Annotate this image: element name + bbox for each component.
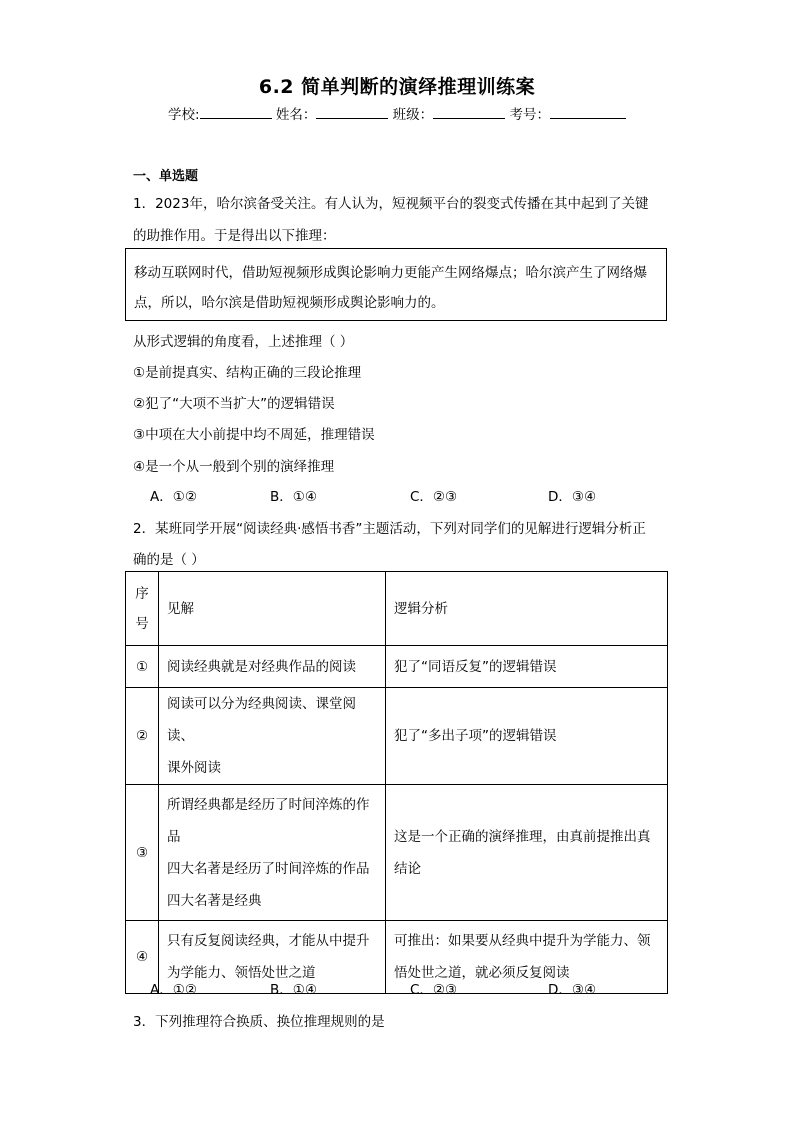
- q2-option-c[interactable]: C．②③: [410, 982, 458, 998]
- exam-number-label: 考号：: [509, 107, 550, 123]
- q2-option-a[interactable]: A．①②: [150, 982, 197, 998]
- q1-item-4: ④是一个从一般到个别的演绎推理: [133, 459, 335, 475]
- q1-item-2: ②犯了“大项不当扩大”的逻辑错误: [133, 396, 335, 412]
- exam-number-blank: [550, 104, 626, 119]
- class-blank: [433, 104, 505, 119]
- q1-box-line2: 点，所以，哈尔滨是借助短视频形成舆论影响力的。: [134, 295, 445, 311]
- header-number: 序 号: [126, 572, 159, 646]
- q2-table: [125, 571, 668, 994]
- q2-option-d[interactable]: D．③④: [548, 982, 597, 998]
- q1-stem-line1: 1．2023年，哈尔滨备受关注。有人认为，短视频平台的裂变式传播在其中起到了关键: [133, 196, 649, 212]
- name-label: 姓名：: [275, 107, 317, 123]
- q2-stem-line2: 确的是（ ）: [133, 552, 205, 568]
- student-info-line: [0, 103, 794, 123]
- q1-option-c[interactable]: C．②③: [410, 489, 458, 505]
- table-header-row: [126, 572, 668, 646]
- row-analysis: 这是一个正确的演绎推理，由真前提推出真 结论: [386, 785, 668, 921]
- header-analysis: 逻辑分析: [386, 572, 668, 646]
- q1-reasoning-box: [125, 248, 667, 321]
- school-label: 学校:: [168, 107, 200, 123]
- row-analysis: 犯了“多出子项”的逻辑错误: [386, 688, 668, 785]
- q1-option-a[interactable]: A．①②: [150, 489, 197, 505]
- q1-option-b[interactable]: B．①④: [270, 489, 317, 505]
- q1-item-3: ③中项在大小前提中均不周延，推理错误: [133, 427, 375, 443]
- row-view: 阅读可以分为经典阅读、课堂阅读、 课外阅读: [159, 688, 386, 785]
- q2-stem-line1: 2．某班同学开展“阅读经典·感悟书香”主题活动，下列对同学们的见解进行逻辑分析正: [133, 521, 646, 537]
- q1-item-1: ①是前提真实、结构正确的三段论推理: [133, 365, 362, 381]
- section-heading: 一、单选题: [133, 169, 199, 184]
- table-row: [126, 785, 668, 921]
- row-analysis: 犯了“同语反复”的逻辑错误: [386, 646, 668, 688]
- row-number: ④: [126, 921, 159, 994]
- row-view: 只有反复阅读经典，才能从中提升 为学能力、领悟处世之道: [159, 921, 386, 994]
- row-number: ①: [126, 646, 159, 688]
- q3-stem: 3．下列推理符合换质、换位推理规则的是: [133, 1014, 385, 1030]
- header-view: 见解: [159, 572, 386, 646]
- q1-option-d[interactable]: D．③④: [548, 489, 597, 505]
- q1-box-line1: 移动互联网时代，借助短视频形成舆论影响力更能产生网络爆点；哈尔滨产生了网络爆: [134, 265, 647, 281]
- q1-stem-line2: 的助推作用。于是得出以下推理：: [133, 228, 336, 244]
- table-row: [126, 646, 668, 688]
- row-view: 所谓经典都是经历了时间淬炼的作 品 四大名著是经历了时间淬炼的作品 四大名著是经典: [159, 785, 386, 921]
- row-number: ②: [126, 688, 159, 785]
- page-title: 6.2 简单判断的演绎推理训练案: [258, 76, 536, 98]
- q1-question: 从形式逻辑的角度看，上述推理（ ）: [133, 334, 354, 350]
- row-number: ③: [126, 785, 159, 921]
- school-blank: [200, 104, 272, 119]
- table-row: [126, 688, 668, 785]
- row-view: 阅读经典就是对经典作品的阅读: [159, 646, 386, 688]
- class-label: 班级：: [392, 107, 434, 123]
- row-analysis: 可推出：如果要从经典中提升为学能力、领 悟处世之道，就必须反复阅读: [386, 921, 668, 994]
- q2-option-b[interactable]: B．①④: [270, 982, 317, 998]
- name-blank: [316, 104, 388, 119]
